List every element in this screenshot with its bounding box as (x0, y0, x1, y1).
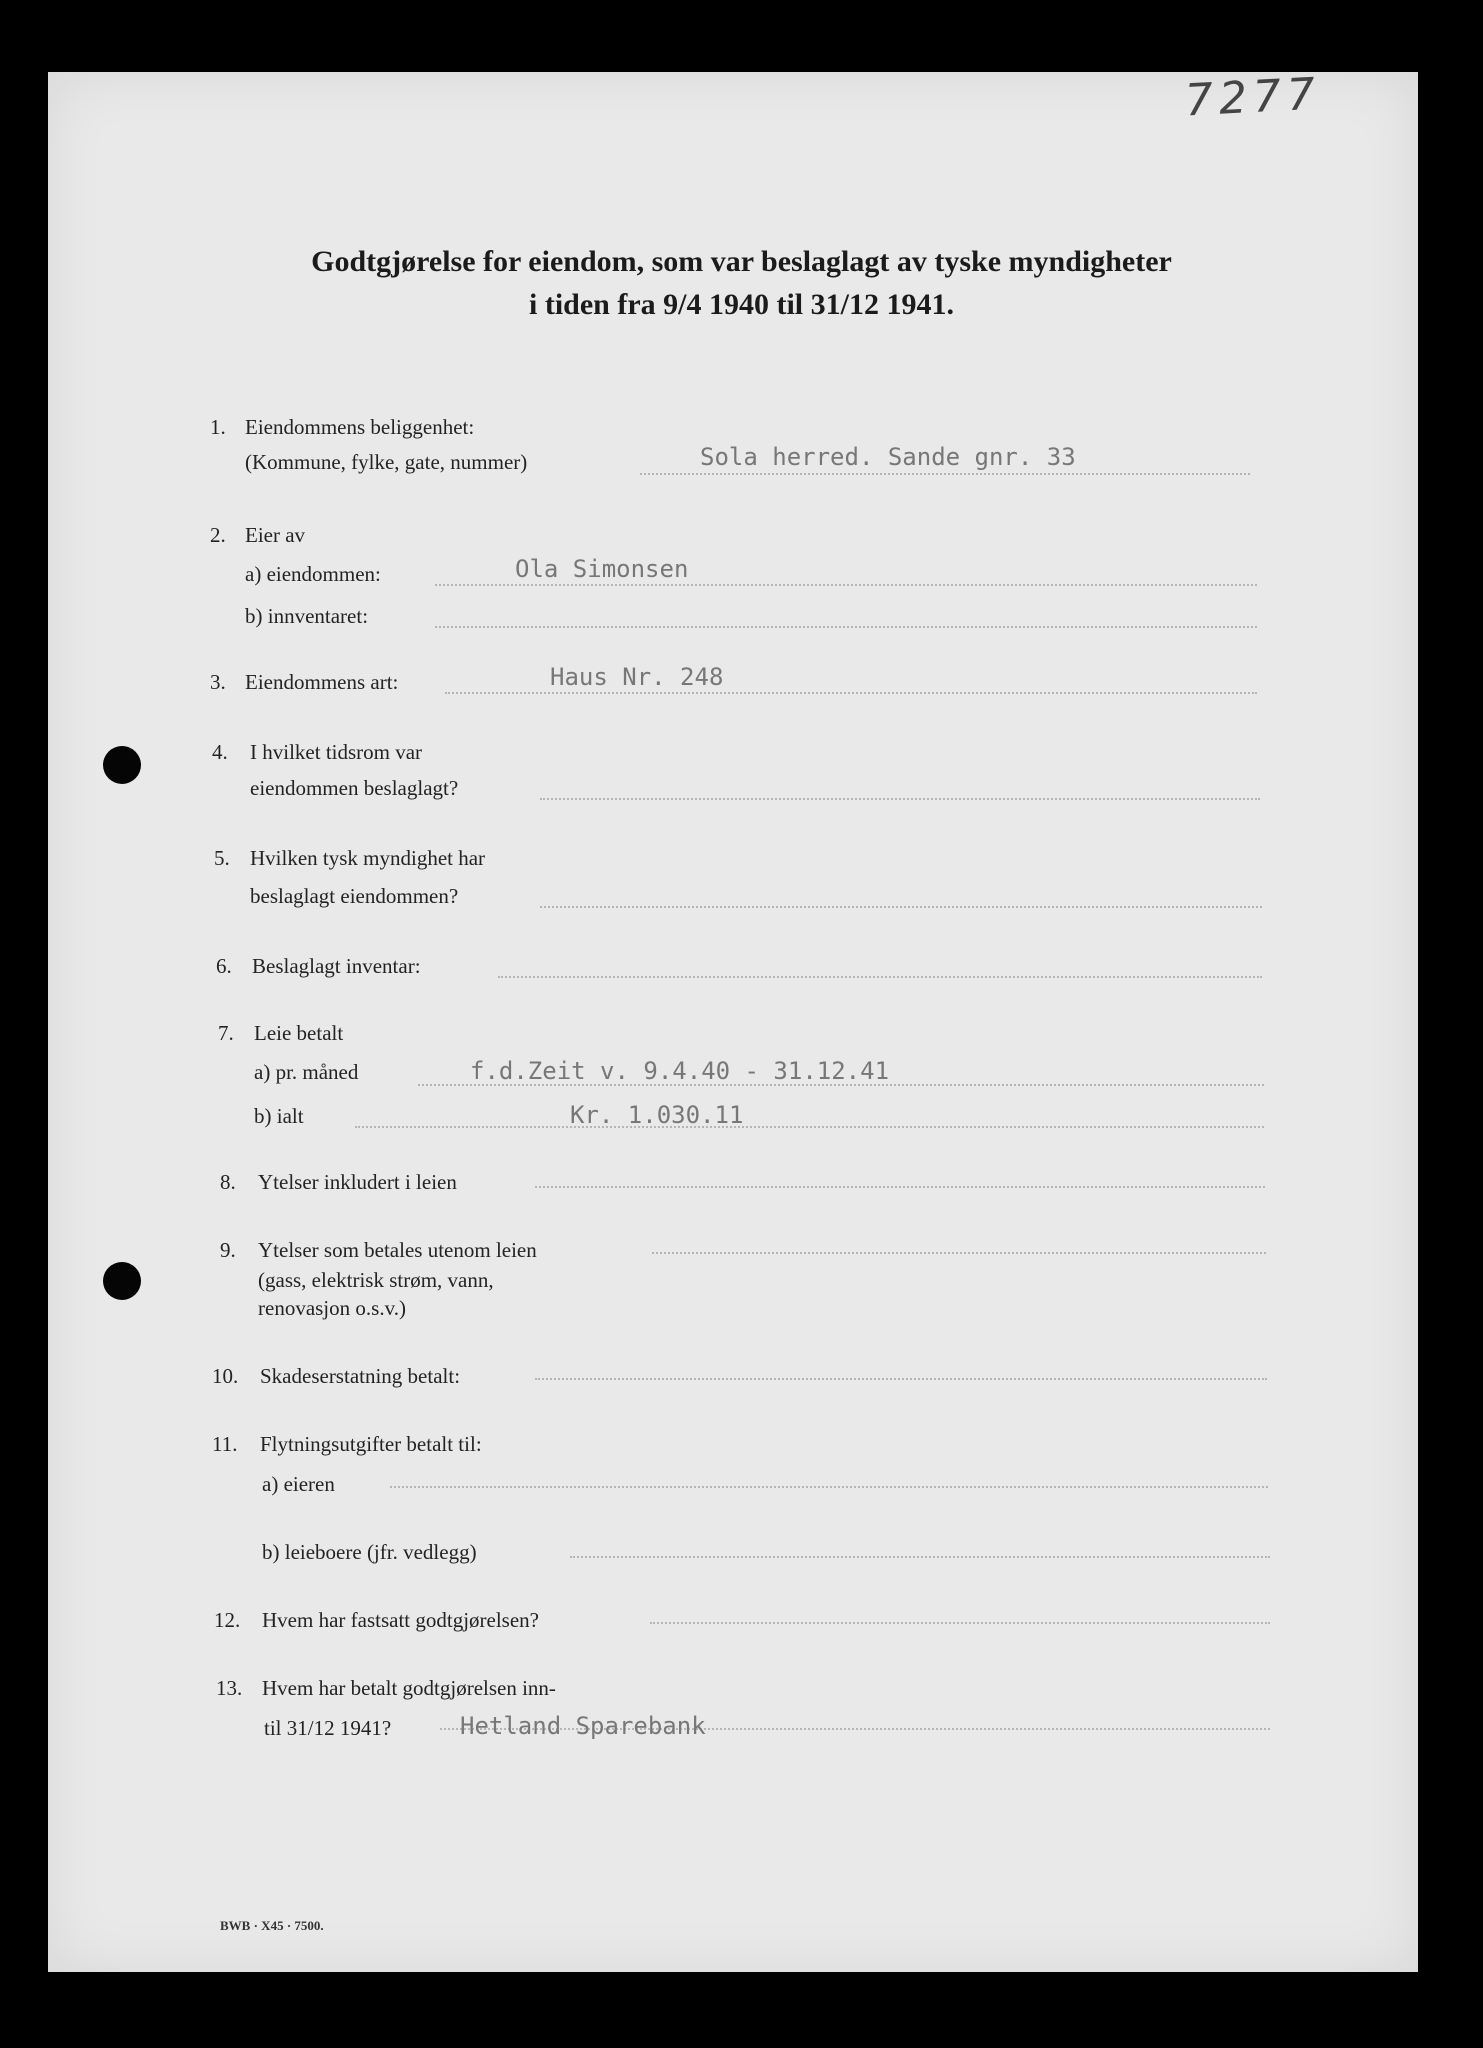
q5-label: Hvilken tysk myndighet har (250, 846, 486, 870)
q9-sublabel-2: renovasjon o.s.v.) (258, 1296, 406, 1320)
q1-answer: Sola herred. Sande gnr. 33 (700, 443, 1076, 471)
q7b-answer-line (355, 1126, 1264, 1128)
q4-number: 4. (212, 740, 228, 764)
q11b-answer-line (570, 1556, 1270, 1558)
q8-answer-line (535, 1186, 1265, 1188)
q10-answer-line (535, 1378, 1267, 1380)
q8-label: Ytelser inkludert i leien (258, 1170, 457, 1194)
q4-sublabel: eiendommen beslaglagt? (250, 776, 459, 800)
q2a-label: a) eiendommen: (245, 562, 381, 586)
q9-answer-line (652, 1252, 1266, 1254)
q3-answer: Haus Nr. 248 (550, 663, 724, 691)
punch-hole-top (103, 746, 141, 784)
q7a-answer: f.d.Zeit v. 9.4.40 - 31.12.41 (470, 1057, 890, 1085)
q5-sublabel: beslaglagt eiendommen? (250, 884, 459, 908)
q12-answer-line (650, 1622, 1270, 1624)
q2b-answer-line (435, 626, 1257, 628)
q9-label: Ytelser som betales utenom leien (258, 1238, 537, 1262)
q7b-label: b) ialt (254, 1104, 304, 1128)
q10-number: 10. (212, 1364, 239, 1388)
q6-label: Beslaglagt inventar: (252, 954, 421, 978)
q7-label: Leie betalt (254, 1021, 344, 1045)
punch-hole-bottom (103, 1262, 141, 1300)
q13-label: Hvem har betalt godtgjørelsen inn- (262, 1676, 556, 1700)
q1-sublabel: (Kommune, fylke, gate, nummer) (245, 450, 528, 474)
q1-label: Eiendommens beliggenhet: (245, 415, 475, 439)
q11-label: Flytningsutgifter betalt til: (260, 1432, 482, 1456)
q7b-answer: Kr. 1.030.11 (570, 1101, 744, 1129)
q9-sublabel-1: (gass, elektrisk strøm, vann, (258, 1268, 494, 1292)
q1-number: 1. (210, 415, 226, 439)
q6-number: 6. (216, 954, 232, 978)
q13-answer: Hetland Sparebank (460, 1712, 706, 1740)
q3-label: Eiendommens art: (245, 670, 399, 694)
title-line-2: i tiden fra 9/4 1940 til 31/12 1941. (529, 288, 954, 321)
q2a-answer: Ola Simonsen (515, 555, 689, 583)
q1-answer-line (640, 473, 1250, 475)
q2-label: Eier av (245, 523, 306, 547)
q2-number: 2. (210, 523, 226, 547)
form-footer-code: BWB · X45 · 7500. (220, 1918, 324, 1933)
q13-number: 13. (216, 1676, 243, 1700)
q4-answer-line (540, 798, 1260, 800)
q7-number: 7. (218, 1021, 234, 1045)
q11a-label: a) eieren (262, 1472, 335, 1496)
q11a-answer-line (390, 1486, 1268, 1488)
q12-label: Hvem har fastsatt godtgjørelsen? (262, 1608, 539, 1632)
q11-number: 11. (212, 1432, 238, 1456)
q4-label: I hvilket tidsrom var (250, 740, 423, 764)
q5-answer-line (540, 906, 1262, 908)
q13-sublabel: til 31/12 1941? (264, 1716, 392, 1740)
q8-number: 8. (220, 1170, 236, 1194)
q5-number: 5. (214, 846, 230, 870)
q2a-answer-line (435, 584, 1257, 586)
q6-answer-line (498, 976, 1262, 978)
q2b-label: b) innventaret: (245, 604, 369, 628)
q12-number: 12. (214, 1608, 241, 1632)
q3-number: 3. (210, 670, 226, 694)
q11b-label: b) leieboere (jfr. vedlegg) (262, 1540, 477, 1564)
q3-answer-line (445, 692, 1257, 694)
q7a-label: a) pr. måned (254, 1060, 359, 1084)
handwritten-number: 7277 (1183, 68, 1323, 127)
title-line-1: Godtgjørelse for eiendom, som var beslaglagt av tyske myndigheter (311, 245, 1172, 278)
q9-number: 9. (220, 1238, 236, 1262)
q10-label: Skadeserstatning betalt: (260, 1364, 461, 1388)
